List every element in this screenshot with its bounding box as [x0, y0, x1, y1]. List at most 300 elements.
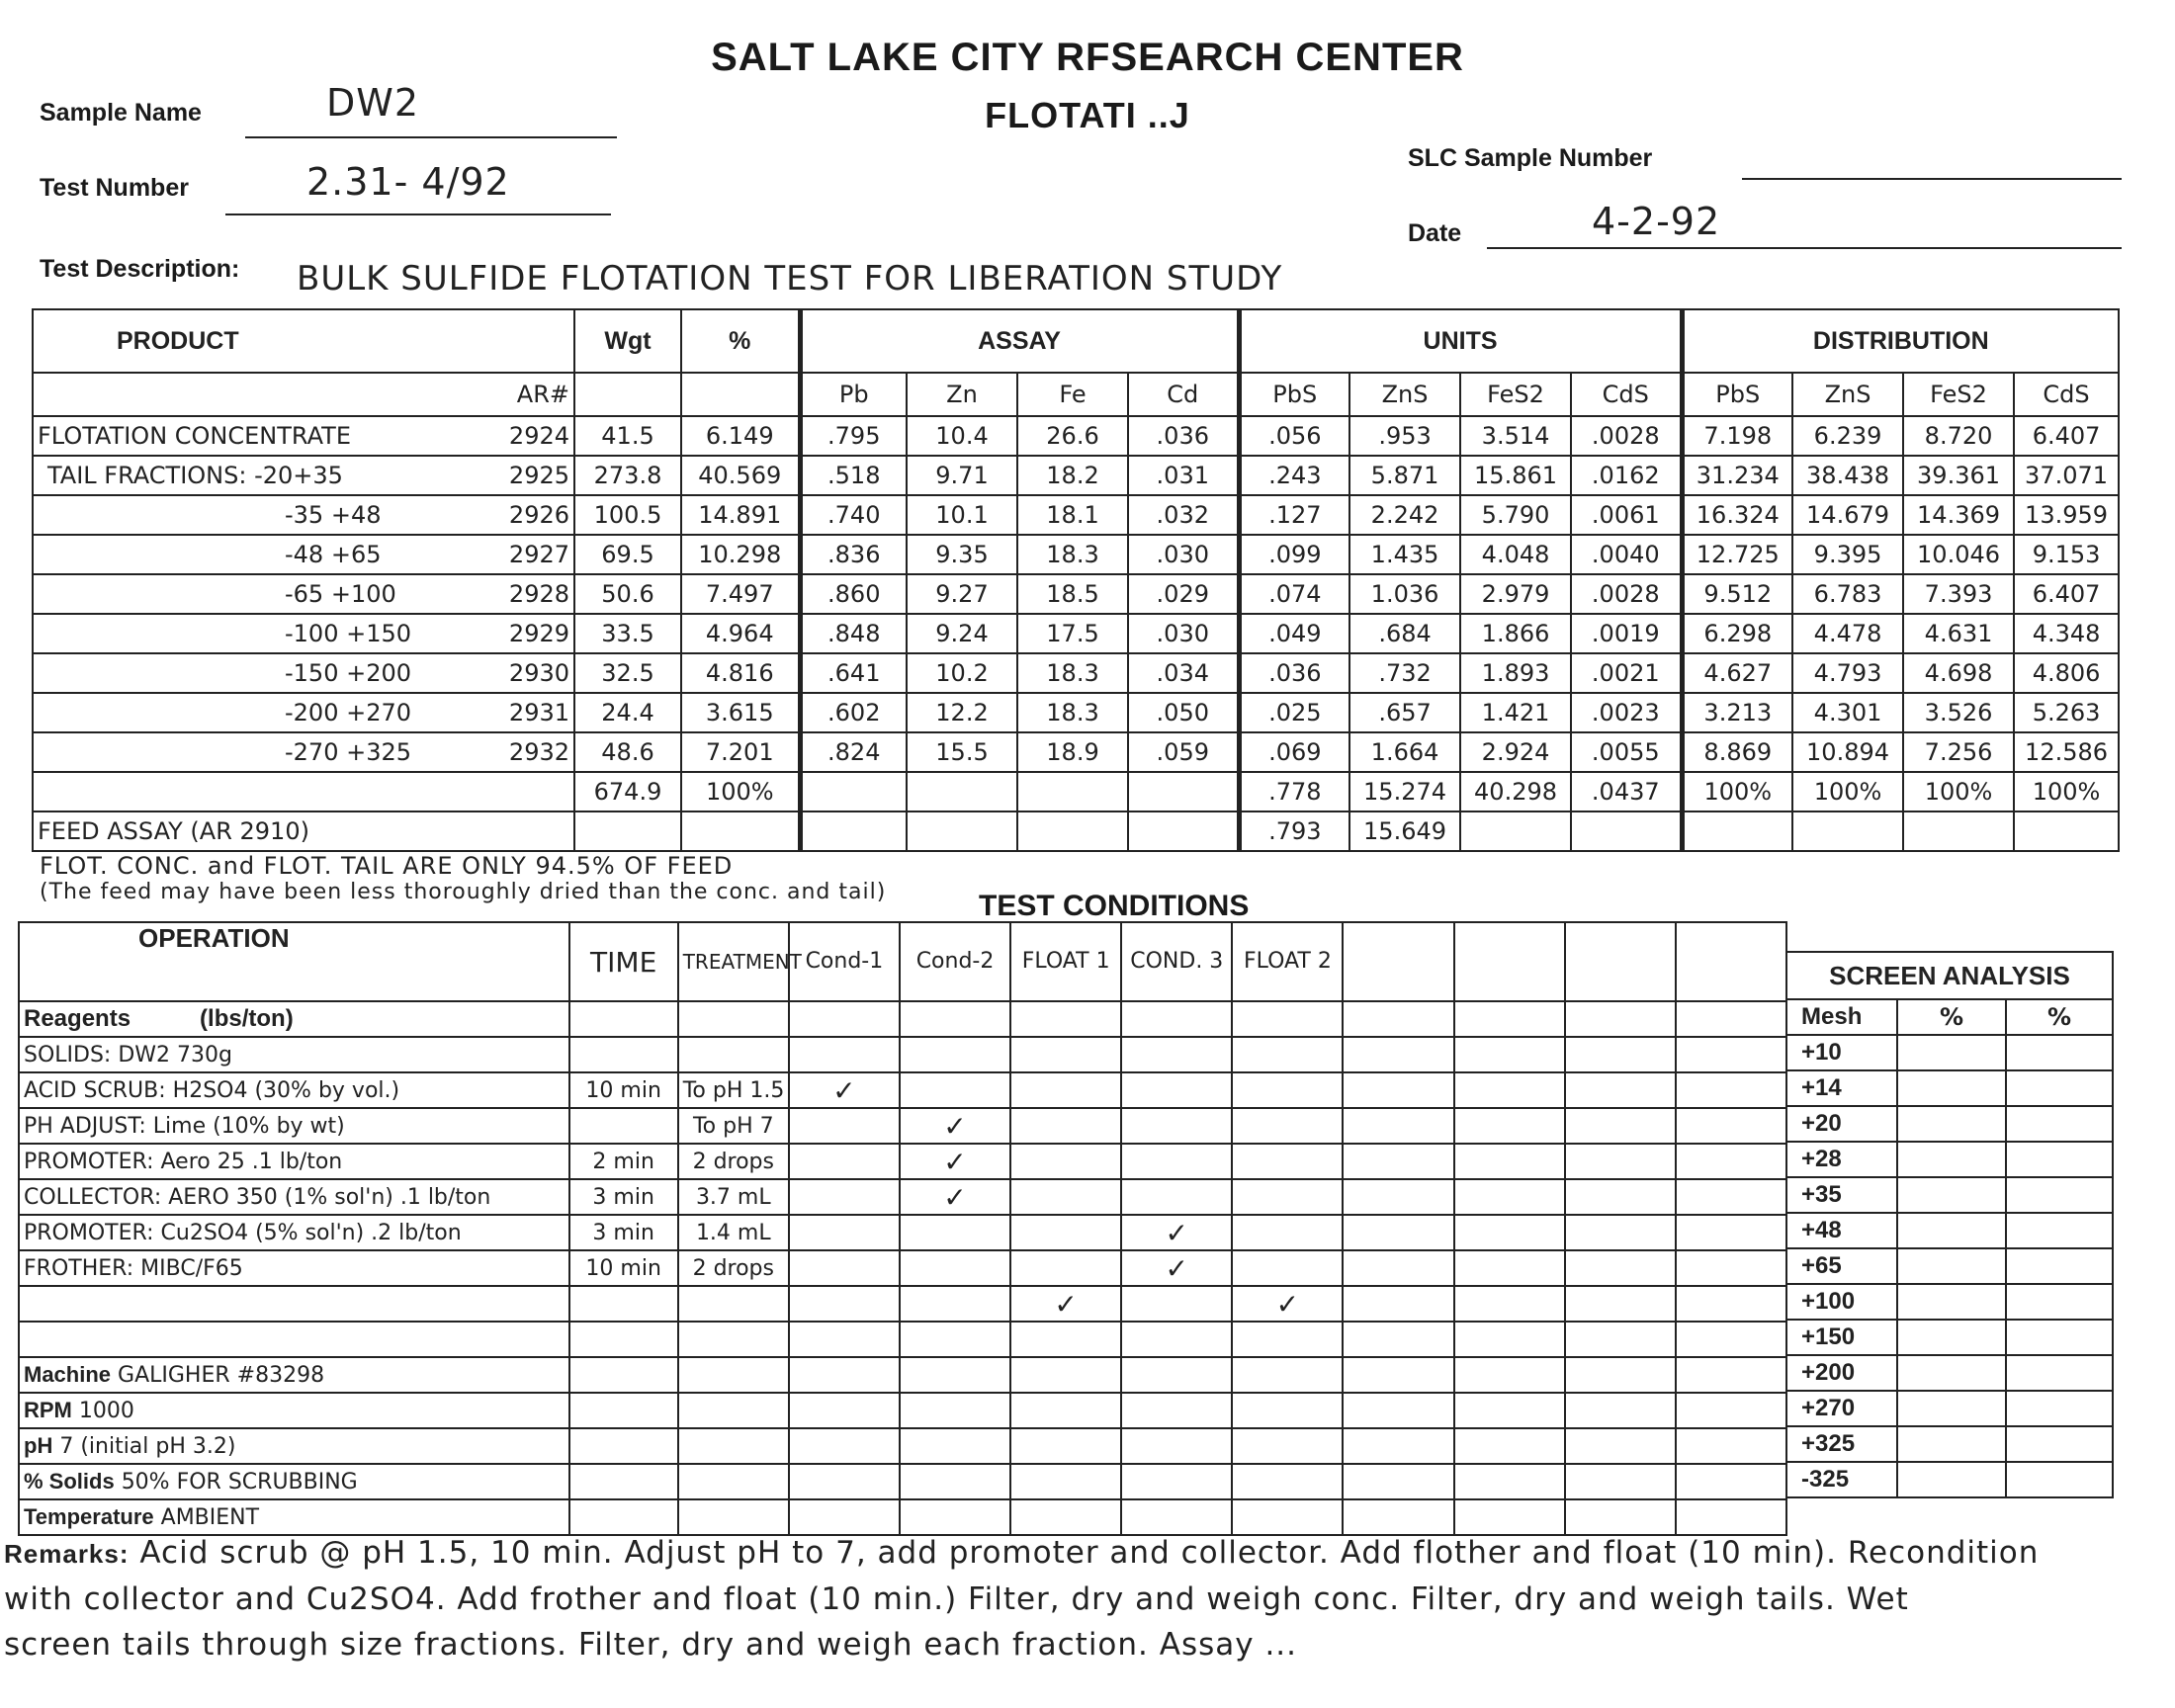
stage-cell: [1121, 1108, 1232, 1144]
units-cell: .0021: [1571, 653, 1682, 693]
stage-cell: [1343, 1108, 1453, 1144]
reagents-unit: (lbs/ton): [200, 1005, 294, 1032]
dist-cell: 14.369: [1903, 495, 2014, 535]
pct-header: %: [681, 309, 800, 373]
stage-cell: [1121, 1179, 1232, 1215]
units-cell: 1.664: [1349, 732, 1460, 772]
stage-cell: [1121, 1215, 1232, 1250]
treatment-cell: To pH 7: [678, 1108, 789, 1144]
assay-cell: .836: [800, 535, 907, 574]
date-underline: [1487, 247, 2122, 249]
checkmark-icon: ✓: [1275, 1287, 1300, 1321]
treatment-cell: 2 drops: [678, 1144, 789, 1179]
screen-pct-header-2: %: [2006, 999, 2113, 1035]
stage-cell: [900, 1250, 1010, 1286]
units-cell: .0028: [1571, 574, 1682, 614]
units-cell: 1.866: [1460, 614, 1571, 653]
ar-number: 2930: [508, 659, 569, 687]
mesh-size: +200: [1786, 1355, 1897, 1391]
total-row: [33, 772, 2119, 811]
checkmark-icon: ✓: [1054, 1287, 1078, 1321]
product-row: [33, 574, 2119, 614]
dist-cell: 12.725: [1682, 535, 1792, 574]
solids-cell: [19, 1464, 569, 1499]
stage-cell: [900, 1322, 1010, 1357]
stage-cell: [1232, 1215, 1343, 1250]
mesh-pct-2: [2006, 1426, 2113, 1462]
stage-cell: [1454, 1322, 1565, 1357]
stage-cell: [1232, 1037, 1343, 1072]
screen-analysis-table: [1785, 951, 2114, 1498]
assay-cell: .641: [800, 653, 907, 693]
mesh-pct: [1897, 1426, 2006, 1462]
product-name: TAIL FRACTIONS: -20+35: [47, 462, 343, 489]
pct-cell: 40.569: [681, 456, 800, 495]
ph-value: 7 (initial pH 3.2): [59, 1434, 236, 1459]
stage-cell: [1010, 1215, 1121, 1250]
mesh-size: +10: [1786, 1035, 1897, 1070]
wgt-cell: 50.6: [574, 574, 681, 614]
remarks-line-1: Acid scrub @ pH 1.5, 10 min. Adjust pH to 7, add promoter and collector. Add flother and float (10 min). Recondition: [139, 1535, 2040, 1571]
stage-header: Cond-1: [789, 922, 900, 1001]
stage-cell: [900, 1037, 1010, 1072]
assay-cell: .518: [800, 456, 907, 495]
wgt-cell: 41.5: [574, 416, 681, 456]
ar-number: 2926: [508, 501, 569, 529]
temperature-value: AMBIENT: [160, 1505, 260, 1530]
sample-name-label: Sample Name: [40, 99, 202, 127]
ph-label: pH: [24, 1433, 53, 1458]
feed-units: 15.649: [1349, 811, 1460, 851]
dist-cell: 5.263: [2014, 693, 2119, 732]
pct-cell: 6.149: [681, 416, 800, 456]
dist-cell: 6.783: [1792, 574, 1903, 614]
total-dist: 100%: [1903, 772, 2014, 811]
remarks-line-3: screen tails through size fractions. Filter, dry and weigh each fraction. Assay ...: [4, 1627, 1298, 1663]
stage-header: COND. 3: [1121, 922, 1232, 1001]
mesh-row: [1786, 1284, 2113, 1320]
stage-cell: [1454, 1179, 1565, 1215]
checkmark-icon: ✓: [1165, 1251, 1189, 1285]
dist-cell: 4.793: [1792, 653, 1903, 693]
pct-cell: 4.816: [681, 653, 800, 693]
operation-header: OPERATION: [19, 922, 569, 1001]
operation-cell: PROMOTER: Aero 25 .1 lb/ton: [19, 1144, 569, 1179]
dist-col: FeS2: [1903, 373, 2014, 416]
units-cell: .099: [1239, 535, 1349, 574]
units-cell: .243: [1239, 456, 1349, 495]
slc-sample-label: SLC Sample Number: [1408, 144, 1653, 172]
units-cell: 1.893: [1460, 653, 1571, 693]
dist-cell: 10.046: [1903, 535, 2014, 574]
mesh-row: [1786, 1391, 2113, 1426]
stage-cell: [1010, 1108, 1121, 1144]
stage-cell: [1232, 1144, 1343, 1179]
product-name-cell: [33, 535, 574, 574]
product-name: -270 +325: [285, 738, 412, 766]
mesh-pct-2: [2006, 1355, 2113, 1391]
stage-cell: [1343, 1072, 1453, 1108]
date-value: 4-2-92: [1592, 200, 1721, 243]
ar-number: 2924: [508, 422, 569, 450]
dist-col: PbS: [1682, 373, 1792, 416]
stage-cell: [1676, 1072, 1786, 1108]
operation-cell: FROTHER: MIBC/F65: [19, 1250, 569, 1286]
product-row: [33, 653, 2119, 693]
units-cell: .025: [1239, 693, 1349, 732]
dist-cell: 9.153: [2014, 535, 2119, 574]
assay-cell: 10.1: [907, 495, 1017, 535]
treatment-cell: [678, 1037, 789, 1072]
mesh-pct: [1897, 1320, 2006, 1355]
assay-cell: .029: [1128, 574, 1239, 614]
mesh-pct-2: [2006, 1035, 2113, 1070]
rpm-row: [19, 1393, 1786, 1428]
stage-cell: [1454, 1108, 1565, 1144]
mesh-row: [1786, 1248, 2113, 1284]
wgt-cell: 69.5: [574, 535, 681, 574]
operation-cell: PROMOTER: Cu2SO4 (5% sol'n) .2 lb/ton: [19, 1215, 569, 1250]
condition-row: [19, 1215, 1786, 1250]
stage-cell: [1565, 1072, 1676, 1108]
units-cell: .0055: [1571, 732, 1682, 772]
mesh-pct-2: [2006, 1462, 2113, 1497]
stage-cell: [789, 1250, 900, 1286]
stage-cell: [1343, 1144, 1453, 1179]
stage-cell: [1121, 1322, 1232, 1357]
total-dist: 100%: [1792, 772, 1903, 811]
assay-cell: 10.2: [907, 653, 1017, 693]
stage-cell: [1010, 1250, 1121, 1286]
stage-cell: [1232, 1250, 1343, 1286]
mesh-header: Mesh: [1786, 999, 1897, 1035]
dist-cell: 14.679: [1792, 495, 1903, 535]
assay-cell: 9.71: [907, 456, 1017, 495]
feed-units: .793: [1239, 811, 1349, 851]
dist-cell: 7.393: [1903, 574, 2014, 614]
assay-cell: .740: [800, 495, 907, 535]
note-line-2: (The feed may have been less thoroughly dried than the conc. and tail): [40, 880, 887, 904]
units-cell: .0061: [1571, 495, 1682, 535]
stage-cell: [1010, 1179, 1121, 1215]
condition-row: [19, 1322, 1786, 1357]
operation-cell: [19, 1322, 569, 1357]
stage-cell: [1454, 1250, 1565, 1286]
product-name: -150 +200: [285, 659, 412, 687]
test-conditions-title: TEST CONDITIONS: [979, 890, 1250, 922]
stage-cell: [1343, 1037, 1453, 1072]
stage-cell: [789, 1144, 900, 1179]
product-row: [33, 693, 2119, 732]
total-wgt: 674.9: [574, 772, 681, 811]
dist-cell: 6.407: [2014, 416, 2119, 456]
assay-cell: .602: [800, 693, 907, 732]
test-number-value: 2.31- 4/92: [306, 160, 510, 204]
mesh-pct: [1897, 1106, 2006, 1142]
total-dist: 100%: [1682, 772, 1792, 811]
units-cell: .732: [1349, 653, 1460, 693]
rpm-label: RPM: [24, 1398, 72, 1422]
stage-cell: [1676, 1286, 1786, 1322]
wgt-cell: 32.5: [574, 653, 681, 693]
stage-cell: [1676, 1322, 1786, 1357]
mesh-row: [1786, 1355, 2113, 1391]
treatment-cell: [678, 1322, 789, 1357]
solids-label: % Solids: [24, 1469, 115, 1494]
units-cell: .036: [1239, 653, 1349, 693]
operation-cell: ACID SCRUB: H2SO4 (30% by vol.): [19, 1072, 569, 1108]
wgt-cell: 48.6: [574, 732, 681, 772]
units-cell: 5.790: [1460, 495, 1571, 535]
test-number-label: Test Number: [40, 174, 189, 202]
total-units: 40.298: [1460, 772, 1571, 811]
test-number-underline: [225, 214, 611, 215]
assay-cell: 18.3: [1017, 535, 1128, 574]
dist-cell: 6.407: [2014, 574, 2119, 614]
temperature-label: Temperature: [24, 1504, 154, 1529]
units-col: FeS2: [1460, 373, 1571, 416]
assay-cell: .034: [1128, 653, 1239, 693]
stage-cell: [789, 1322, 900, 1357]
stage-cell: [1454, 1144, 1565, 1179]
mesh-size: +35: [1786, 1177, 1897, 1213]
pct-cell: 4.964: [681, 614, 800, 653]
assay-col: Pb: [800, 373, 907, 416]
machine-value: GALIGHER #83298: [118, 1363, 325, 1388]
time-header: TIME: [569, 922, 678, 1001]
stage-cell: [900, 1215, 1010, 1250]
time-cell: 3 min: [569, 1179, 678, 1215]
product-name-cell: [33, 456, 574, 495]
stage-cell: [1010, 1037, 1121, 1072]
units-col: ZnS: [1349, 373, 1460, 416]
report-subtitle: FLOTATI ..J: [985, 95, 1190, 135]
dist-cell: 3.526: [1903, 693, 2014, 732]
wgt-cell: 33.5: [574, 614, 681, 653]
mesh-pct: [1897, 1355, 2006, 1391]
product-row: [33, 535, 2119, 574]
mesh-size: -325: [1786, 1462, 1897, 1497]
condition-row: [19, 1108, 1786, 1144]
mesh-size: +28: [1786, 1142, 1897, 1177]
dist-cell: 7.256: [1903, 732, 2014, 772]
conditions-table: [18, 921, 1787, 1536]
dist-cell: 16.324: [1682, 495, 1792, 535]
units-cell: .953: [1349, 416, 1460, 456]
stage-header: [1454, 922, 1565, 1001]
stage-cell: [1565, 1179, 1676, 1215]
product-name-cell: [33, 653, 574, 693]
treatment-cell: To pH 1.5: [678, 1072, 789, 1108]
assay-col: Fe: [1017, 373, 1128, 416]
stage-cell: [1343, 1250, 1453, 1286]
operation-cell: COLLECTOR: AERO 350 (1% sol'n) .1 lb/ton: [19, 1179, 569, 1215]
stage-cell: [1010, 1144, 1121, 1179]
assay-cell: .059: [1128, 732, 1239, 772]
feed-row: [33, 811, 2119, 851]
machine-cell: [19, 1357, 569, 1393]
stage-cell: [1676, 1144, 1786, 1179]
dist-cell: 4.627: [1682, 653, 1792, 693]
stage-cell: [1454, 1286, 1565, 1322]
feed-units: [1571, 811, 1682, 851]
units-cell: 1.421: [1460, 693, 1571, 732]
stage-cell: [1010, 1072, 1121, 1108]
pct-cell: 7.497: [681, 574, 800, 614]
product-row: [33, 416, 2119, 456]
dist-cell: 9.512: [1682, 574, 1792, 614]
dist-cell: 39.361: [1903, 456, 2014, 495]
units-cell: .0162: [1571, 456, 1682, 495]
stage-cell: [789, 1179, 900, 1215]
units-cell: 15.861: [1460, 456, 1571, 495]
pct-cell: 10.298: [681, 535, 800, 574]
units-cell: .049: [1239, 614, 1349, 653]
product-row: [33, 732, 2119, 772]
pct-cell: 14.891: [681, 495, 800, 535]
treatment-cell: 3.7 mL: [678, 1179, 789, 1215]
dist-cell: 37.071: [2014, 456, 2119, 495]
ar-number: 2925: [508, 462, 569, 489]
mesh-pct: [1897, 1462, 2006, 1497]
product-name: -48 +65: [285, 541, 382, 568]
time-cell: [569, 1286, 678, 1322]
dist-col: CdS: [2014, 373, 2119, 416]
product-name-cell: [33, 614, 574, 653]
stage-header: FLOAT 2: [1232, 922, 1343, 1001]
wgt-cell: 273.8: [574, 456, 681, 495]
dist-cell: 6.239: [1792, 416, 1903, 456]
total-dist: 100%: [2014, 772, 2119, 811]
ph-cell: [19, 1428, 569, 1464]
assay-cell: .824: [800, 732, 907, 772]
assay-cell: 15.5: [907, 732, 1017, 772]
units-cell: 1.036: [1349, 574, 1460, 614]
assay-cell: .050: [1128, 693, 1239, 732]
assay-cell: .036: [1128, 416, 1239, 456]
remarks: [4, 1530, 2159, 1667]
units-cell: 2.979: [1460, 574, 1571, 614]
treatment-header: TREATMENT: [678, 922, 789, 1001]
sample-name-value: DW2: [326, 81, 420, 125]
mesh-row: [1786, 1035, 2113, 1070]
assay-cell: 18.3: [1017, 653, 1128, 693]
assay-cell: .032: [1128, 495, 1239, 535]
mesh-size: +325: [1786, 1426, 1897, 1462]
assay-cell: 10.4: [907, 416, 1017, 456]
dist-cell: 10.894: [1792, 732, 1903, 772]
mesh-pct: [1897, 1284, 2006, 1320]
stage-cell: [1565, 1144, 1676, 1179]
stage-header: [1343, 922, 1453, 1001]
assay-cell: 18.5: [1017, 574, 1128, 614]
mesh-pct-2: [2006, 1106, 2113, 1142]
machine-row: [19, 1357, 1786, 1393]
stage-cell: [1676, 1215, 1786, 1250]
dist-cell: 7.198: [1682, 416, 1792, 456]
time-cell: [569, 1037, 678, 1072]
total-units: .0437: [1571, 772, 1682, 811]
condition-row: [19, 1144, 1786, 1179]
assay-cell: 26.6: [1017, 416, 1128, 456]
assay-cell: 18.9: [1017, 732, 1128, 772]
stage-cell: [1565, 1250, 1676, 1286]
assay-cell: 17.5: [1017, 614, 1128, 653]
operation-cell: SOLIDS: DW2 730g: [19, 1037, 569, 1072]
condition-row: [19, 1072, 1786, 1108]
reagents-label-cell: [19, 1001, 569, 1037]
stage-cell: [1121, 1037, 1232, 1072]
stage-cell: [900, 1286, 1010, 1322]
rpm-value: 1000: [78, 1399, 134, 1423]
stage-cell: [1454, 1215, 1565, 1250]
solids-row: [19, 1464, 1786, 1499]
dist-cell: 4.806: [2014, 653, 2119, 693]
time-cell: [569, 1322, 678, 1357]
feed-name: FEED ASSAY (AR 2910): [33, 811, 574, 851]
mesh-pct: [1897, 1177, 2006, 1213]
stage-cell: [900, 1179, 1010, 1215]
rpm-cell: [19, 1393, 569, 1428]
assay-cell: 9.35: [907, 535, 1017, 574]
sample-name-underline: [245, 136, 617, 138]
wgt-header: Wgt: [574, 309, 681, 373]
stage-cell: [1676, 1179, 1786, 1215]
assay-cell: 9.27: [907, 574, 1017, 614]
total-units: .778: [1239, 772, 1349, 811]
time-cell: 10 min: [569, 1072, 678, 1108]
stage-cell: [900, 1144, 1010, 1179]
stage-cell: [789, 1108, 900, 1144]
mesh-row: [1786, 1106, 2113, 1142]
mesh-size: +20: [1786, 1106, 1897, 1142]
stage-cell: [1565, 1037, 1676, 1072]
ph-row: [19, 1428, 1786, 1464]
checkmark-icon: ✓: [943, 1180, 967, 1214]
assay-cell: 18.1: [1017, 495, 1128, 535]
operation-cell: [19, 1286, 569, 1322]
mesh-pct-2: [2006, 1248, 2113, 1284]
time-cell: 10 min: [569, 1250, 678, 1286]
ar-number: 2932: [508, 738, 569, 766]
assay-col: Zn: [907, 373, 1017, 416]
ar-number: 2931: [508, 699, 569, 726]
stage-cell: [1676, 1037, 1786, 1072]
mesh-size: +150: [1786, 1320, 1897, 1355]
dist-cell: 4.301: [1792, 693, 1903, 732]
dist-cell: 3.213: [1682, 693, 1792, 732]
pct-cell: 3.615: [681, 693, 800, 732]
dist-cell: 8.869: [1682, 732, 1792, 772]
mesh-row: [1786, 1177, 2113, 1213]
assay-cell: 12.2: [907, 693, 1017, 732]
product-name-cell: [33, 495, 574, 535]
units-col: CdS: [1571, 373, 1682, 416]
product-name-cell: [33, 732, 574, 772]
screen-analysis-title: SCREEN ANALYSIS: [1786, 952, 2113, 999]
dist-col: ZnS: [1792, 373, 1903, 416]
dist-cell: 38.438: [1792, 456, 1903, 495]
note-line-1: FLOT. CONC. and FLOT. TAIL ARE ONLY 94.5% OF FEED: [40, 852, 734, 880]
mesh-size: +14: [1786, 1070, 1897, 1106]
mesh-row: [1786, 1462, 2113, 1497]
product-name-cell: [33, 574, 574, 614]
mesh-size: +48: [1786, 1213, 1897, 1248]
screen-pct-header: %: [1897, 999, 2006, 1035]
product-name: -35 +48: [285, 501, 382, 529]
units-cell: 4.048: [1460, 535, 1571, 574]
stage-cell: [900, 1072, 1010, 1108]
